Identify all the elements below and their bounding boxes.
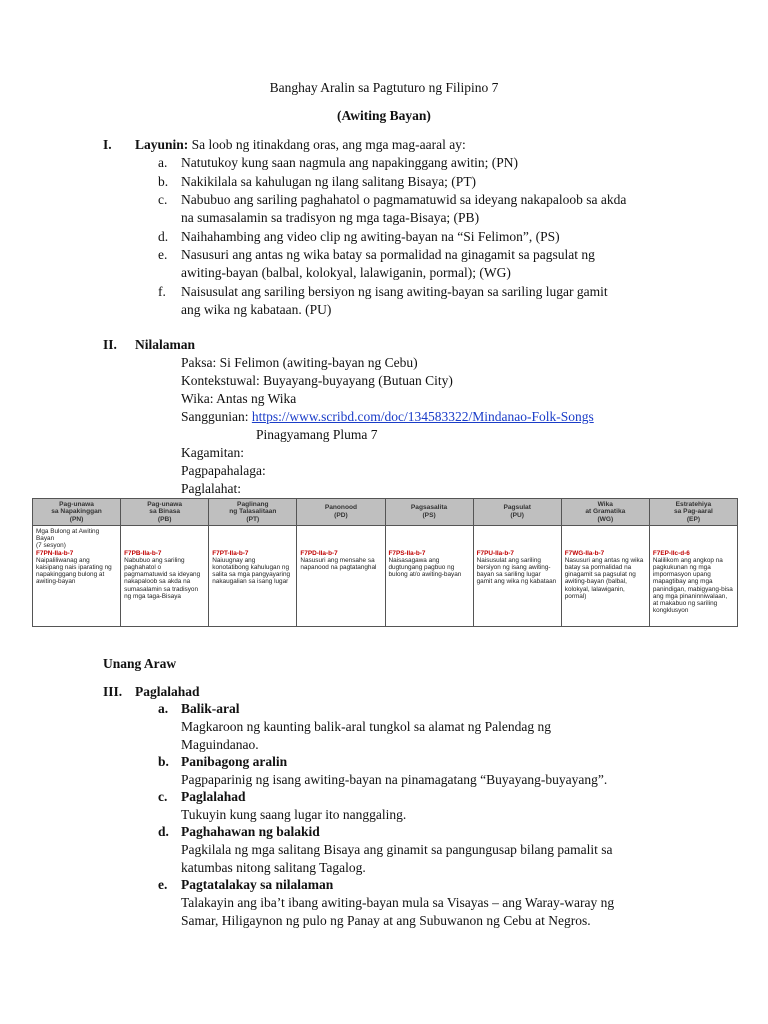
activity-line: Maguindanao. (181, 737, 259, 752)
objective-line: ang wika ng kabataan. (PU) (181, 302, 332, 317)
section-2-title: Nilalaman (135, 337, 196, 352)
activity-line: katumbas nitong salitang Tagalog. (181, 860, 366, 875)
sanggunian-line (181, 407, 594, 426)
objective-line: Naisusulat ang sariling bersiyon ng isang awiting-bayan sa sariling lugar gamit (181, 284, 608, 299)
sanggunian-label: Sanggunian: (181, 409, 252, 424)
activity-title: Paglalahad (181, 789, 246, 804)
activity-title: Panibagong aralin (181, 754, 288, 769)
competency-code: F7PD-IIa-b-7 (300, 549, 338, 557)
activity-title: Balik-aral (181, 701, 240, 716)
competency-code: F7EP-IIc-d-6 (652, 549, 690, 557)
objective-line: Natutukoy kung saan nagmula ang napakinggang awitin; (PN) (181, 155, 519, 170)
activity-line: Talakayin ang iba’t ibang awiting-bayan mula sa Visayas – ang Waray-waray ng (181, 895, 615, 910)
competency-code: F7PS-IIa-b-7 (388, 549, 426, 557)
objective-line: Nabubuo ang sariling paghahatol o pagmamatuwid sa ideyang nakapaloob sa akda (181, 192, 627, 207)
objective-letter: a. (158, 155, 168, 170)
competency-text: Naipaliliwanag ang kaisipang nais iparating ng napakinggang bulong at awiting-bayan (36, 556, 112, 586)
kontekstuwal-line: Kontekstuwal: Buyayang-buyayang (Butuan City) (181, 373, 453, 388)
competency-text: Nasusuri ang mensahe sa napanood na pagtatanghal (300, 556, 377, 572)
kagamitan-line: Kagamitan: (181, 445, 244, 460)
activity-title: Pagtatalakay sa nilalaman (181, 877, 334, 892)
table-header-cell: Wika at Gramatika (WG) (561, 499, 649, 526)
table-cell (473, 526, 561, 627)
activity-title: Paghahawan ng balakid (181, 824, 320, 839)
competency-table (32, 498, 738, 627)
table-header-row (33, 499, 738, 526)
document-title: Banghay Aralin sa Pagtuturo ng Filipino 7 (269, 80, 499, 95)
table-row (33, 526, 738, 627)
section-1-intro: Sa loob ng itinakdang oras, ang mga mag-aaral ay: (188, 137, 466, 152)
document-subtitle: (Awiting Bayan) (337, 108, 431, 123)
objective-line: awiting-bayan (balbal, kolokyal, lalawiganin, pormal); (WG) (181, 265, 511, 280)
table-cell (209, 526, 297, 627)
cell-note: (7 sesyon) (36, 542, 66, 550)
competency-code: F7PN-IIa-b-7 (36, 549, 74, 557)
paglalahat-line: Paglalahat: (181, 481, 241, 496)
objective-letter: d. (158, 229, 169, 244)
activity-line: Magkaroon ng kaunting balik-aral tungkol sa alamat ng Palendag ng (181, 719, 552, 734)
table-cell (385, 526, 473, 627)
paksa-line: Paksa: Si Felimon (awiting-bayan ng Cebu) (181, 355, 418, 370)
activity-letter: c. (158, 789, 168, 804)
competency-code: F7WG-IIa-b-7 (564, 549, 605, 557)
activity-line: Pagpaparinig ng isang awiting-bayan na pinamagatang “Buyayang-buyayang”. (181, 772, 608, 787)
competency-text: Naisasagawa ang dugtungang pagbuo ng bulong at/o awiting-bayan (388, 556, 462, 579)
competency-code: F7PU-IIa-b-7 (476, 549, 514, 557)
section-1-numeral: I. (103, 137, 112, 152)
competency-code: F7PT-IIa-b-7 (212, 549, 249, 557)
cell-note: Mga Bulong at Awiting (36, 528, 100, 535)
table-header-cell: Pagsasalita (PS) (385, 499, 473, 526)
objective-line: Naihahambing ang video clip ng awiting-bayan na “Si Felimon”, (PS) (181, 229, 560, 244)
activity-letter: d. (158, 824, 169, 839)
section-3-title: Paglalahad (135, 684, 200, 699)
objective-letter: c. (158, 192, 168, 207)
table-cell (121, 526, 209, 627)
competency-text: Nasusuri ang antas ng wika batay sa pormalidad na ginagamit sa pagsulat ng awiting-bayan (balbal, kolokyal, lalawiganin, pormal) (564, 556, 644, 600)
activity-line: Tukuyin kung saang lugar ito nanggaling. (181, 807, 407, 822)
table-header-cell: Panonood (PD) (297, 499, 385, 526)
objective-letter: e. (158, 247, 168, 262)
table-cell (297, 526, 385, 627)
objective-line: Nakikilala sa kahulugan ng ilang salitang Bisaya; (PT) (181, 174, 477, 189)
section-3-numeral: III. (103, 684, 123, 699)
objective-line: Nasusuri ang antas ng wika batay sa pormalidad na ginagamit sa pagsulat ng (181, 247, 595, 262)
activity-letter: e. (158, 877, 168, 892)
cell-note: Bayan (36, 535, 55, 543)
table-header-cell: Pagsulat (PU) (473, 499, 561, 526)
section-2-numeral: II. (103, 337, 117, 352)
table-header-cell: Pag-unawa sa Binasa (PB) (121, 499, 209, 526)
activity-letter: a. (158, 701, 169, 716)
competency-code: F7PB-IIa-b-7 (124, 549, 162, 557)
section-1-title: Layunin: (135, 137, 189, 152)
competency-text: Naisusulat ang sariling bersiyon ng isang awiting- bayan sa sariling lugar gamit ang wika ng kabataan (476, 556, 557, 586)
section-1-heading (135, 135, 466, 154)
table-cell (649, 526, 737, 627)
table-cell (561, 526, 649, 627)
objective-letter: b. (158, 174, 169, 189)
table-header-cell: Pag-unawa sa Napakinggan (PN) (33, 499, 121, 526)
pagpapahalaga-line: Pagpapahalaga: (181, 463, 266, 478)
wika-line: Wika: Antas ng Wika (181, 391, 297, 406)
competency-text: Nalilikom ang angkop na pagkukunan ng mga impormasyon upang mapagtibay ang mga panindigan, mabigyang-bisa ang mga pinaninniwalaan, at makabuo ng sariling kongklusyon (652, 556, 733, 615)
activity-line: Pagkilala ng mga salitang Bisaya ang ginamit sa pangungusap bilang pamalit sa (181, 842, 613, 857)
activity-letter: b. (158, 754, 169, 769)
objective-line: na sumasalamin sa tradisyon ng mga taga-Bisaya; (PB) (181, 210, 480, 225)
competency-text: Nabubuo ang sariling paghahatol o pagmamatuwid sa ideyang nakapaloob sa akda na sumasalamin sa tradisyon ng mga taga-Bisaya (124, 556, 201, 600)
table-cell (33, 526, 121, 627)
table-header-cell: Paglinang ng Talasalitaan (PT) (209, 499, 297, 526)
competency-text: Naiuugnay ang konotatibong kahulugan ng salita sa mga pangyayaring nakaugalian sa isang lugar (212, 556, 291, 586)
day-heading: Unang Araw (103, 656, 177, 671)
sanggunian-link[interactable]: https://www.scribd.com/doc/134583322/Mindanao-Folk-Songs (251, 409, 594, 424)
objective-letter: f. (158, 284, 166, 299)
table-header-cell: Estratehiya sa Pag-aaral (EP) (649, 499, 737, 526)
sanggunian-book: Pinagyamang Pluma 7 (256, 427, 378, 442)
activity-line: Samar, Hiligaynon ng pulo ng Panay at ang Subuwanon ng Cebu at Negros. (181, 913, 591, 928)
